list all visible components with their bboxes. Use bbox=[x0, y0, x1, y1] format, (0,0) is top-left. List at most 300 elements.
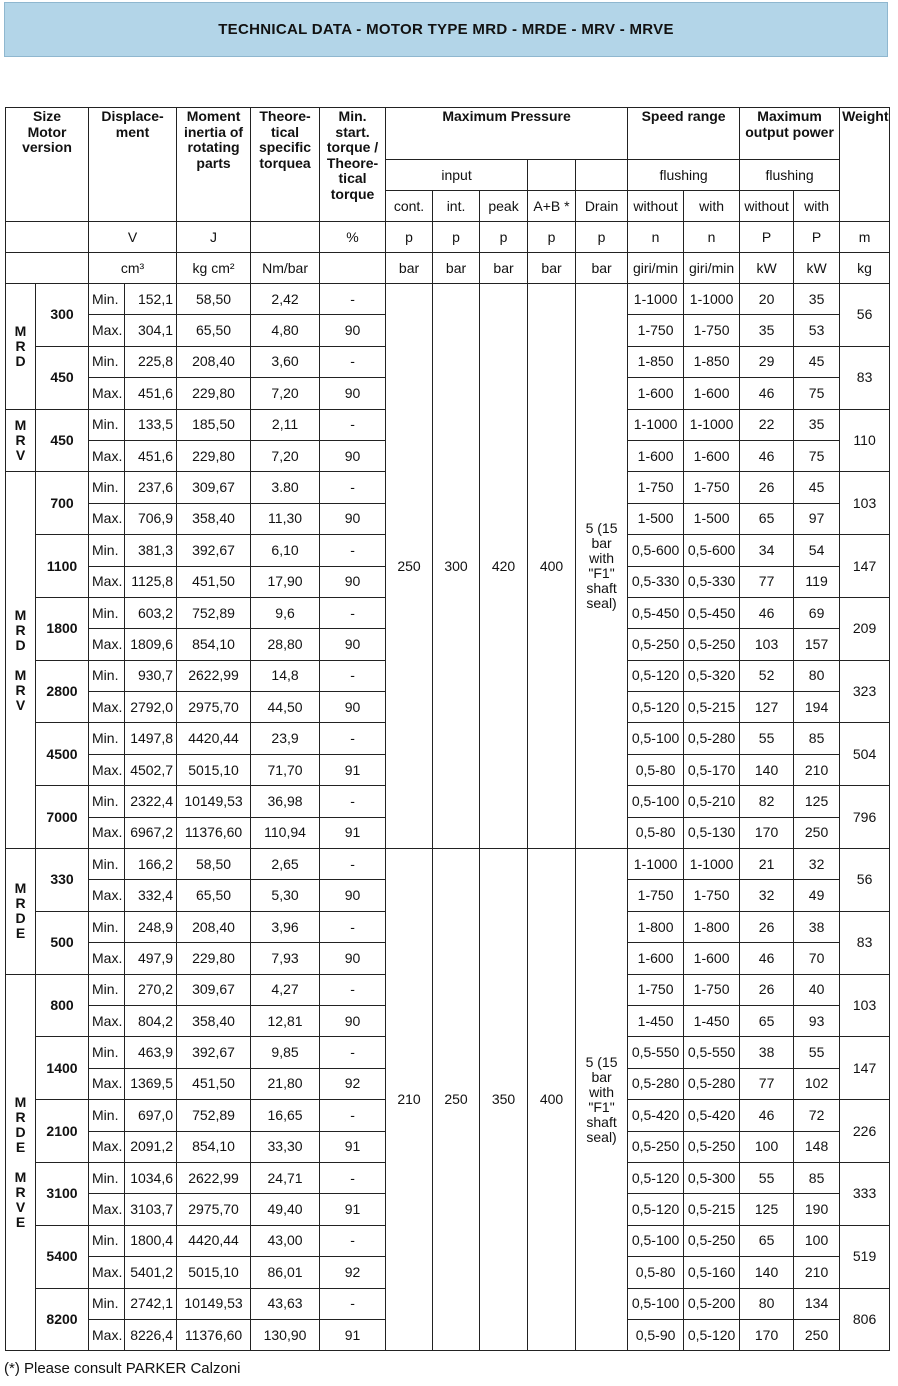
unit-cell: kW bbox=[740, 253, 794, 284]
moment-value: 392,67 bbox=[177, 1037, 251, 1068]
power-with-value: 85 bbox=[794, 1162, 840, 1193]
power-with-value: 102 bbox=[794, 1068, 840, 1099]
speed-with-value: 1-600 bbox=[684, 440, 740, 471]
minmax-label: Max. bbox=[89, 880, 125, 911]
start-torque-value: - bbox=[320, 849, 386, 880]
speed-without-value: 0,5-250 bbox=[628, 629, 684, 660]
symbol-cell: % bbox=[320, 222, 386, 253]
minmax-label: Max. bbox=[89, 566, 125, 597]
speed-without-value: 0,5-80 bbox=[628, 1257, 684, 1288]
power-without-value: 21 bbox=[740, 849, 794, 880]
power-with-value: 85 bbox=[794, 723, 840, 754]
weight-cell: 806 bbox=[840, 1288, 890, 1351]
start-torque-value: - bbox=[320, 472, 386, 503]
torque-value: 14,8 bbox=[251, 660, 320, 691]
speed-with-value: 0,5-280 bbox=[684, 1068, 740, 1099]
speed-with-value: 0,5-550 bbox=[684, 1037, 740, 1068]
displacement-value: 8226,4 bbox=[125, 1319, 177, 1350]
power-without-value: 65 bbox=[740, 1225, 794, 1256]
power-without-value: 77 bbox=[740, 566, 794, 597]
displacement-value: 804,2 bbox=[125, 1005, 177, 1036]
moment-value: 229,80 bbox=[177, 378, 251, 409]
start-torque-value: - bbox=[320, 346, 386, 377]
start-torque-value: 90 bbox=[320, 943, 386, 974]
symbol-blank bbox=[6, 222, 89, 253]
power-without-value: 22 bbox=[740, 409, 794, 440]
power-with-value: 49 bbox=[794, 880, 840, 911]
power-with-value: 45 bbox=[794, 346, 840, 377]
minmax-label: Max. bbox=[89, 1005, 125, 1036]
displacement-value: 706,9 bbox=[125, 503, 177, 534]
torque-value: 9,6 bbox=[251, 597, 320, 628]
start-torque-value: - bbox=[320, 974, 386, 1005]
page-title: TECHNICAL DATA - MOTOR TYPE MRD - MRDE - MRV - MRVE bbox=[218, 21, 674, 38]
symbol-cell: V bbox=[89, 222, 177, 253]
minmax-label: Max. bbox=[89, 817, 125, 848]
moment-value: 208,40 bbox=[177, 911, 251, 942]
motor-version-letter bbox=[8, 1155, 33, 1170]
moment-value: 65,50 bbox=[177, 315, 251, 346]
moment-value: 5015,10 bbox=[177, 754, 251, 785]
size-cell: 1100 bbox=[36, 535, 89, 598]
speed-without-value: 0,5-120 bbox=[628, 1194, 684, 1225]
torque-value: 4,27 bbox=[251, 974, 320, 1005]
speed-with-value: 0,5-420 bbox=[684, 1100, 740, 1131]
moment-value: 309,67 bbox=[177, 974, 251, 1005]
minmax-label: Min. bbox=[89, 346, 125, 377]
power-with-value: 53 bbox=[794, 315, 840, 346]
symbol-cell: J bbox=[177, 222, 251, 253]
speed-with-value: 0,5-130 bbox=[684, 817, 740, 848]
size-cell: 5400 bbox=[36, 1225, 89, 1288]
torque-value: 3,60 bbox=[251, 346, 320, 377]
minmax-label: Min. bbox=[89, 723, 125, 754]
size-cell: 8200 bbox=[36, 1288, 89, 1351]
minmax-label: Min. bbox=[89, 472, 125, 503]
power-with-value: 40 bbox=[794, 974, 840, 1005]
weight-cell: 504 bbox=[840, 723, 890, 786]
power-with-value: 119 bbox=[794, 566, 840, 597]
moment-value: 451,50 bbox=[177, 1068, 251, 1099]
header-moment: Moment inertia of rotating parts bbox=[177, 108, 251, 222]
pressure-cont: 250 bbox=[386, 284, 433, 849]
speed-without-value: 1-600 bbox=[628, 378, 684, 409]
displacement-value: 1497,8 bbox=[125, 723, 177, 754]
torque-value: 28,80 bbox=[251, 629, 320, 660]
unit-cell: bar bbox=[576, 253, 628, 284]
moment-value: 11376,60 bbox=[177, 817, 251, 848]
torque-value: 4,80 bbox=[251, 315, 320, 346]
symbol-cell bbox=[251, 222, 320, 253]
displacement-value: 152,1 bbox=[125, 284, 177, 315]
moment-value: 4420,44 bbox=[177, 723, 251, 754]
size-cell: 3100 bbox=[36, 1162, 89, 1225]
speed-with-value: 0,5-250 bbox=[684, 1131, 740, 1162]
displacement-value: 2742,1 bbox=[125, 1288, 177, 1319]
minmax-label: Max. bbox=[89, 629, 125, 660]
motor-version-letter: M bbox=[14, 1168, 27, 1185]
displacement-value: 166,2 bbox=[125, 849, 177, 880]
motor-version-letter: R bbox=[15, 895, 26, 912]
minmax-label: Min. bbox=[89, 409, 125, 440]
header-with-speed: with bbox=[684, 191, 740, 222]
speed-with-value: 0,5-450 bbox=[684, 597, 740, 628]
power-without-value: 127 bbox=[740, 692, 794, 723]
speed-without-value: 0,5-120 bbox=[628, 1162, 684, 1193]
weight-cell: 103 bbox=[840, 974, 890, 1037]
speed-with-value: 1-850 bbox=[684, 346, 740, 377]
power-without-value: 38 bbox=[740, 1037, 794, 1068]
torque-value: 86,01 bbox=[251, 1257, 320, 1288]
header-min-start-torque: Min. start. torque / Theore-tical torque bbox=[320, 108, 386, 222]
start-torque-value: 91 bbox=[320, 754, 386, 785]
power-without-value: 77 bbox=[740, 1068, 794, 1099]
displacement-value: 5401,2 bbox=[125, 1257, 177, 1288]
moment-value: 4420,44 bbox=[177, 1225, 251, 1256]
symbol-cell: p bbox=[528, 222, 576, 253]
power-without-value: 46 bbox=[740, 1100, 794, 1131]
torque-value: 7,20 bbox=[251, 378, 320, 409]
minmax-label: Max. bbox=[89, 692, 125, 723]
speed-with-value: 1-600 bbox=[684, 378, 740, 409]
speed-with-value: 0,5-250 bbox=[684, 1225, 740, 1256]
power-without-value: 32 bbox=[740, 880, 794, 911]
weight-cell: 209 bbox=[840, 597, 890, 660]
size-cell: 450 bbox=[36, 409, 89, 472]
start-torque-value: 90 bbox=[320, 692, 386, 723]
power-with-value: 35 bbox=[794, 284, 840, 315]
speed-with-value: 1-1000 bbox=[684, 284, 740, 315]
pressure-ab: 400 bbox=[528, 284, 576, 849]
power-without-value: 46 bbox=[740, 597, 794, 628]
speed-without-value: 0,5-550 bbox=[628, 1037, 684, 1068]
unit-cell: kW bbox=[794, 253, 840, 284]
header-speed-range: Speed range bbox=[628, 108, 740, 160]
weight-cell: 226 bbox=[840, 1100, 890, 1163]
displacement-value: 237,6 bbox=[125, 472, 177, 503]
header-ab: A+B * bbox=[528, 191, 576, 222]
header-max-pressure: Maximum Pressure bbox=[386, 108, 628, 160]
torque-value: 17,90 bbox=[251, 566, 320, 597]
power-without-value: 65 bbox=[740, 503, 794, 534]
start-torque-value: 91 bbox=[320, 817, 386, 848]
start-torque-value: 90 bbox=[320, 566, 386, 597]
minmax-label: Max. bbox=[89, 1068, 125, 1099]
minmax-label: Min. bbox=[89, 284, 125, 315]
power-without-value: 46 bbox=[740, 378, 794, 409]
speed-without-value: 0,5-90 bbox=[628, 1319, 684, 1350]
speed-without-value: 1-750 bbox=[628, 974, 684, 1005]
power-without-value: 26 bbox=[740, 974, 794, 1005]
size-cell: 800 bbox=[36, 974, 89, 1037]
speed-with-value: 1-750 bbox=[684, 880, 740, 911]
minmax-label: Max. bbox=[89, 1131, 125, 1162]
moment-value: 2622,99 bbox=[177, 660, 251, 691]
displacement-value: 304,1 bbox=[125, 315, 177, 346]
header-size-label: Size bbox=[33, 108, 62, 124]
power-with-value: 55 bbox=[794, 1037, 840, 1068]
minmax-label: Max. bbox=[89, 378, 125, 409]
technical-data-table bbox=[5, 107, 890, 1351]
power-with-value: 194 bbox=[794, 692, 840, 723]
power-without-value: 35 bbox=[740, 315, 794, 346]
unit-cell: giri/min bbox=[684, 253, 740, 284]
speed-without-value: 1-1000 bbox=[628, 849, 684, 880]
header-without-power: without bbox=[740, 191, 794, 222]
header-peak: peak bbox=[480, 191, 528, 222]
torque-value: 7,20 bbox=[251, 440, 320, 471]
minmax-label: Max. bbox=[89, 503, 125, 534]
minmax-label: Min. bbox=[89, 1100, 125, 1131]
power-with-value: 97 bbox=[794, 503, 840, 534]
weight-cell: 83 bbox=[840, 346, 890, 409]
minmax-label: Min. bbox=[89, 849, 125, 880]
speed-with-value: 0,5-120 bbox=[684, 1319, 740, 1350]
moment-value: 854,10 bbox=[177, 1131, 251, 1162]
speed-without-value: 0,5-420 bbox=[628, 1100, 684, 1131]
pressure-peak: 350 bbox=[480, 849, 528, 1351]
speed-without-value: 1-800 bbox=[628, 911, 684, 942]
motor-version-letter: D bbox=[15, 910, 26, 927]
torque-value: 7,93 bbox=[251, 943, 320, 974]
speed-with-value: 1-600 bbox=[684, 943, 740, 974]
moment-value: 10149,53 bbox=[177, 1288, 251, 1319]
motor-version-letter: V bbox=[15, 1198, 26, 1215]
displacement-value: 1369,5 bbox=[125, 1068, 177, 1099]
size-cell: 1800 bbox=[36, 597, 89, 660]
torque-value: 12,81 bbox=[251, 1005, 320, 1036]
start-torque-value: 92 bbox=[320, 1068, 386, 1099]
displacement-value: 6967,2 bbox=[125, 817, 177, 848]
displacement-value: 381,3 bbox=[125, 535, 177, 566]
unit-cell: kg cm² bbox=[177, 253, 251, 284]
speed-without-value: 0,5-450 bbox=[628, 597, 684, 628]
size-cell: 330 bbox=[36, 849, 89, 912]
header-displacement: Displace-ment bbox=[89, 108, 177, 222]
header-max-power: Maximum output power bbox=[740, 108, 840, 160]
motor-version-letter: E bbox=[15, 925, 26, 942]
header-cont: cont. bbox=[386, 191, 433, 222]
minmax-label: Max. bbox=[89, 754, 125, 785]
header-weight: Weight bbox=[840, 108, 890, 222]
power-with-value: 93 bbox=[794, 1005, 840, 1036]
pressure-int: 250 bbox=[433, 849, 480, 1351]
speed-with-value: 1-1000 bbox=[684, 409, 740, 440]
power-with-value: 80 bbox=[794, 660, 840, 691]
speed-without-value: 1-750 bbox=[628, 315, 684, 346]
motor-version-letter: R bbox=[15, 681, 26, 698]
torque-value: 110,94 bbox=[251, 817, 320, 848]
motor-version-cell bbox=[6, 409, 36, 472]
motor-version-letter: R bbox=[15, 337, 26, 354]
displacement-value: 3103,7 bbox=[125, 1194, 177, 1225]
power-with-value: 70 bbox=[794, 943, 840, 974]
speed-without-value: 1-500 bbox=[628, 503, 684, 534]
displacement-value: 1809,6 bbox=[125, 629, 177, 660]
weight-cell: 147 bbox=[840, 1037, 890, 1100]
motor-version-letter: R bbox=[15, 1183, 26, 1200]
power-without-value: 52 bbox=[740, 660, 794, 691]
motor-version-cell bbox=[6, 974, 36, 1351]
size-cell: 4500 bbox=[36, 723, 89, 786]
start-torque-value: - bbox=[320, 1288, 386, 1319]
power-with-value: 69 bbox=[794, 597, 840, 628]
header-theoretical-torque: Theore-tical specific torquea bbox=[251, 108, 320, 222]
motor-version-letter bbox=[8, 653, 33, 668]
pressure-ab: 400 bbox=[528, 849, 576, 1351]
weight-cell: 323 bbox=[840, 660, 890, 723]
unit-cell: cm³ bbox=[89, 253, 177, 284]
minmax-label: Min. bbox=[89, 660, 125, 691]
motor-version-letter: D bbox=[15, 1123, 26, 1140]
power-without-value: 80 bbox=[740, 1288, 794, 1319]
power-with-value: 54 bbox=[794, 535, 840, 566]
speed-with-value: 0,5-215 bbox=[684, 692, 740, 723]
moment-value: 65,50 bbox=[177, 880, 251, 911]
power-with-value: 157 bbox=[794, 629, 840, 660]
moment-value: 752,89 bbox=[177, 1100, 251, 1131]
header-blank-ab bbox=[528, 160, 576, 191]
power-without-value: 46 bbox=[740, 943, 794, 974]
power-with-value: 210 bbox=[794, 1257, 840, 1288]
torque-value: 36,98 bbox=[251, 786, 320, 817]
start-torque-value: 90 bbox=[320, 378, 386, 409]
start-torque-value: - bbox=[320, 1162, 386, 1193]
minmax-label: Max. bbox=[89, 315, 125, 346]
unit-cell: bar bbox=[386, 253, 433, 284]
speed-without-value: 1-1000 bbox=[628, 284, 684, 315]
motor-version-letter: M bbox=[14, 880, 27, 897]
displacement-value: 603,2 bbox=[125, 597, 177, 628]
start-torque-value: - bbox=[320, 660, 386, 691]
moment-value: 392,67 bbox=[177, 535, 251, 566]
motor-version-cell bbox=[6, 284, 36, 410]
speed-without-value: 0,5-280 bbox=[628, 1068, 684, 1099]
power-without-value: 20 bbox=[740, 284, 794, 315]
header-flushing-power: flushing bbox=[740, 160, 840, 191]
torque-value: 21,80 bbox=[251, 1068, 320, 1099]
motor-version-letter: M bbox=[14, 1093, 27, 1110]
speed-without-value: 0,5-120 bbox=[628, 660, 684, 691]
power-with-value: 35 bbox=[794, 409, 840, 440]
moment-value: 309,67 bbox=[177, 472, 251, 503]
power-without-value: 29 bbox=[740, 346, 794, 377]
displacement-value: 497,9 bbox=[125, 943, 177, 974]
unit-cell bbox=[320, 253, 386, 284]
speed-with-value: 0,5-170 bbox=[684, 754, 740, 785]
power-with-value: 100 bbox=[794, 1225, 840, 1256]
displacement-value: 451,6 bbox=[125, 378, 177, 409]
motor-version-letter: R bbox=[15, 431, 26, 448]
header-size bbox=[6, 108, 89, 222]
power-without-value: 26 bbox=[740, 911, 794, 942]
power-without-value: 170 bbox=[740, 817, 794, 848]
minmax-label: Min. bbox=[89, 1037, 125, 1068]
minmax-label: Min. bbox=[89, 786, 125, 817]
speed-with-value: 0,5-300 bbox=[684, 1162, 740, 1193]
speed-with-value: 0,5-600 bbox=[684, 535, 740, 566]
speed-without-value: 0,5-120 bbox=[628, 692, 684, 723]
moment-value: 5015,10 bbox=[177, 1257, 251, 1288]
speed-with-value: 0,5-210 bbox=[684, 786, 740, 817]
moment-value: 854,10 bbox=[177, 629, 251, 660]
motor-version-letter: D bbox=[15, 636, 26, 653]
torque-value: 3.80 bbox=[251, 472, 320, 503]
power-without-value: 26 bbox=[740, 472, 794, 503]
moment-value: 2975,70 bbox=[177, 1194, 251, 1225]
speed-with-value: 1-500 bbox=[684, 503, 740, 534]
motor-version-letter: M bbox=[14, 322, 27, 339]
start-torque-value: 90 bbox=[320, 503, 386, 534]
speed-without-value: 1-850 bbox=[628, 346, 684, 377]
start-torque-value: - bbox=[320, 597, 386, 628]
motor-version-cell bbox=[6, 472, 36, 849]
start-torque-value: 90 bbox=[320, 629, 386, 660]
torque-value: 33,30 bbox=[251, 1131, 320, 1162]
start-torque-value: 91 bbox=[320, 1194, 386, 1225]
size-cell: 2100 bbox=[36, 1100, 89, 1163]
size-cell: 300 bbox=[36, 284, 89, 347]
speed-with-value: 1-750 bbox=[684, 472, 740, 503]
speed-without-value: 0,5-100 bbox=[628, 786, 684, 817]
weight-cell: 103 bbox=[840, 472, 890, 535]
speed-with-value: 0,5-250 bbox=[684, 629, 740, 660]
power-with-value: 210 bbox=[794, 754, 840, 785]
moment-value: 451,50 bbox=[177, 566, 251, 597]
minmax-label: Min. bbox=[89, 974, 125, 1005]
header-flushing-speed: flushing bbox=[628, 160, 740, 191]
start-torque-value: - bbox=[320, 1225, 386, 1256]
displacement-value: 270,2 bbox=[125, 974, 177, 1005]
torque-value: 2,65 bbox=[251, 849, 320, 880]
minmax-label: Max. bbox=[89, 1257, 125, 1288]
motor-version-letter: R bbox=[15, 1108, 26, 1125]
minmax-label: Min. bbox=[89, 1225, 125, 1256]
speed-with-value: 0,5-200 bbox=[684, 1288, 740, 1319]
power-without-value: 125 bbox=[740, 1194, 794, 1225]
displacement-value: 1034,6 bbox=[125, 1162, 177, 1193]
weight-cell: 333 bbox=[840, 1162, 890, 1225]
moment-value: 58,50 bbox=[177, 284, 251, 315]
torque-value: 16,65 bbox=[251, 1100, 320, 1131]
power-with-value: 250 bbox=[794, 817, 840, 848]
power-with-value: 148 bbox=[794, 1131, 840, 1162]
power-with-value: 134 bbox=[794, 1288, 840, 1319]
size-cell: 1400 bbox=[36, 1037, 89, 1100]
symbol-cell: p bbox=[480, 222, 528, 253]
start-torque-value: - bbox=[320, 1037, 386, 1068]
power-with-value: 75 bbox=[794, 378, 840, 409]
weight-cell: 110 bbox=[840, 409, 890, 472]
torque-value: 130,90 bbox=[251, 1319, 320, 1350]
speed-with-value: 0,5-160 bbox=[684, 1257, 740, 1288]
power-without-value: 55 bbox=[740, 1162, 794, 1193]
power-with-value: 45 bbox=[794, 472, 840, 503]
unit-cell: bar bbox=[480, 253, 528, 284]
table-row bbox=[6, 284, 890, 315]
table-row bbox=[6, 849, 890, 880]
torque-value: 23,9 bbox=[251, 723, 320, 754]
symbol-cell: P bbox=[740, 222, 794, 253]
speed-without-value: 0,5-80 bbox=[628, 754, 684, 785]
displacement-value: 225,8 bbox=[125, 346, 177, 377]
speed-without-value: 0,5-80 bbox=[628, 817, 684, 848]
torque-value: 71,70 bbox=[251, 754, 320, 785]
speed-with-value: 1-750 bbox=[684, 974, 740, 1005]
power-with-value: 250 bbox=[794, 1319, 840, 1350]
header-drain: Drain bbox=[576, 191, 628, 222]
speed-with-value: 0,5-330 bbox=[684, 566, 740, 597]
